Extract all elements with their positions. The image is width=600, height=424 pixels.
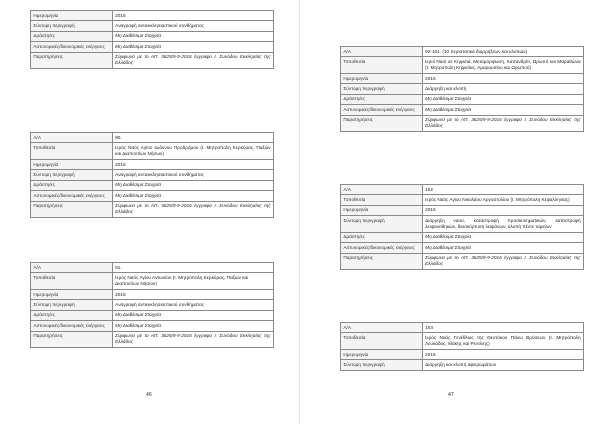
value-date: 2015 <box>112 159 273 169</box>
value-perpetrators: Μη Διαθέσιμα Στοιχεία <box>422 232 583 242</box>
row-date <box>31 159 274 169</box>
label-summary: Σύντομη περιγραφή <box>31 300 113 310</box>
value-location: Ιερός Ναός Αγίου Ιωάννου Προδρόμου (Ι. Μητρόπολη Κερκύρας, Παξών και Διαποντίων Νήσων) <box>112 143 273 160</box>
label-perpetrators: Δράστη/ες <box>341 232 423 242</box>
row-authorities <box>31 321 274 331</box>
label-aa: Α/Α <box>341 323 423 333</box>
value-remarks: Σύμφωνα με το ΑΠ. 3625/9-9-2016 έγγραφο Ι. Συνόδου Εκκλησίας της Ελλάδος <box>112 52 273 69</box>
row-location <box>341 333 584 350</box>
label-remarks: Παρατηρήσεις <box>31 331 113 348</box>
row-date <box>341 73 584 83</box>
row-aa <box>341 185 584 195</box>
row-remarks <box>341 253 584 270</box>
row-date <box>341 205 584 215</box>
row-perpetrators <box>341 232 584 242</box>
row-perpetrators <box>31 310 274 320</box>
incident-table-91 <box>30 262 274 348</box>
label-remarks: Παρατηρήσεις <box>31 201 113 218</box>
row-summary <box>31 21 274 31</box>
incident-table-103 <box>340 322 584 371</box>
row-remarks <box>31 52 274 69</box>
label-date: Ημερομηνία <box>341 349 423 359</box>
value-summary: Διάρρηξη ναού, καταστροφή προσκυνηματικών, καταστροφή λειψανοθηκών, διασκόρπιση λειψάνων, κλοπή πέντε ταμείων <box>422 216 583 233</box>
label-date: Ημερομηνία <box>341 73 423 83</box>
value-remarks: Σύμφωνα με το ΑΠ. 3625/9-9-2016 έγγραφο Ι. Συνόδου Εκκλησίας της Ελλάδος <box>112 201 273 218</box>
value-date: 2015 <box>422 205 583 215</box>
row-date <box>341 349 584 359</box>
label-remarks: Παρατηρήσεις <box>31 52 113 69</box>
label-location: Τοποθεσία <box>341 333 423 350</box>
label-authorities: Αστυνομικές/δικονομικές ενέργειες <box>31 191 113 201</box>
row-perpetrators <box>31 180 274 190</box>
value-remarks: Σύμφωνα με το ΑΠ. 3625/9-9-2016 έγγραφο Ι. Συνόδου Εκκλησίας της Ελλάδος <box>422 115 583 132</box>
value-perpetrators: Μη Διαθέσιμα Στοιχεία <box>112 31 273 41</box>
value-summary: Αναγραφή αντιεκκλησιαστικού συνθήματος <box>112 170 273 180</box>
value-location: Ιερός Ναός Αγίου Νικολάου Αργοστολίου (Ι. Μητρόπολη Κεφαλληνίας) <box>422 195 583 205</box>
value-authorities: Μη Διαθέσιμα Στοιχεία <box>112 42 273 52</box>
value-location: Ιερός Ναός Γενέθλιος της Θεοτόκου Πάνω Βρύσεων (Ι. Μητρόπολη Λευκάδος, Ιθάκης και Ρεντίνης) <box>422 333 583 350</box>
row-date <box>31 289 274 299</box>
value-remarks: Σύμφωνα με το ΑΠ. 3625/9-9-2016 έγγραφο Ι. Συνόδου Εκκλησίας της Ελλάδος <box>112 331 273 348</box>
row-location <box>341 57 584 74</box>
value-date: 2015 <box>422 349 583 359</box>
value-date: 2015 <box>112 289 273 299</box>
row-summary <box>341 84 584 94</box>
row-aa <box>341 47 584 57</box>
value-summary: Διάρρηξη και κλοπή <box>422 84 583 94</box>
value-perpetrators: Μη Διαθέσιμα Στοιχεία <box>422 94 583 104</box>
row-perpetrators <box>341 94 584 104</box>
value-remarks: Σύμφωνα με το ΑΠ. 3625/9-9-2016 έγγραφο Ι. Συνόδου Εκκλησίας της Ελλάδος <box>422 253 583 270</box>
row-aa <box>31 133 274 143</box>
row-location <box>31 143 274 160</box>
value-location: Ιεροί Ναοί σε Κηφισιά, Μεταμόρφωση, Καπανδρίτι, Ωρωπό και Μαραθώνα (Ι. Μητρόπολη Κηφισίας, Αμαρουσίου και Ωρωπού) <box>422 57 583 74</box>
row-remarks <box>31 201 274 218</box>
label-summary: Σύντομη περιγραφή <box>341 360 423 370</box>
row-authorities <box>341 105 584 115</box>
value-authorities: Μη Διαθέσιμα Στοιχεία <box>112 321 273 331</box>
label-date: Ημερομηνία <box>31 11 113 21</box>
value-authorities: Μη Διαθέσιμα Στοιχεία <box>422 243 583 253</box>
value-location: Ιερός Ναός Αγίου Αντωνίου (Ι. Μητρόπολη Κερκύρας, Παξών και Διαποντίων Νήσων) <box>112 273 273 290</box>
label-remarks: Παρατηρήσεις <box>341 253 423 270</box>
label-location: Τοποθεσία <box>341 57 423 74</box>
page-right <box>300 0 600 424</box>
label-perpetrators: Δράστη/ες <box>31 180 113 190</box>
value-perpetrators: Μη Διαθέσιμα Στοιχεία <box>112 310 273 320</box>
label-location: Τοποθεσία <box>31 273 113 290</box>
row-location <box>341 195 584 205</box>
value-aa: 92-101. (10 περιστατικά διαρρήξεων και κλοπών) <box>422 47 583 57</box>
row-date <box>31 11 274 21</box>
row-perpetrators <box>31 31 274 41</box>
value-authorities: Μη Διαθέσιμα Στοιχεία <box>112 191 273 201</box>
row-summary <box>31 170 274 180</box>
value-aa: 90. <box>112 133 273 143</box>
label-summary: Σύντομη περιγραφή <box>341 84 423 94</box>
row-remarks <box>341 115 584 132</box>
label-authorities: Αστυνομικές/δικονομικές ενέργειες <box>341 105 423 115</box>
value-perpetrators: Μη Διαθέσιμα Στοιχεία <box>112 180 273 190</box>
value-aa: 91. <box>112 263 273 273</box>
value-aa: 102 <box>422 185 583 195</box>
label-date: Ημερομηνία <box>31 289 113 299</box>
label-aa: Α/Α <box>341 185 423 195</box>
label-date: Ημερομηνία <box>341 205 423 215</box>
value-summary: Διάρρηξη και κλοπή αφιερωμάτων <box>422 360 583 370</box>
label-location: Τοποθεσία <box>31 143 113 160</box>
row-summary <box>341 360 584 370</box>
row-authorities <box>31 191 274 201</box>
label-authorities: Αστυνομικές/δικονομικές ενέργειες <box>341 243 423 253</box>
page-number: 46 <box>146 392 152 398</box>
incident-table-102 <box>340 184 584 270</box>
row-aa <box>341 323 584 333</box>
value-date: 2015 <box>422 73 583 83</box>
label-remarks: Παρατηρήσεις <box>341 115 423 132</box>
label-summary: Σύντομη περιγραφή <box>31 170 113 180</box>
label-aa: Α/Α <box>31 133 113 143</box>
label-perpetrators: Δράστη/ες <box>31 310 113 320</box>
label-aa: Α/Α <box>341 47 423 57</box>
label-date: Ημερομηνία <box>31 159 113 169</box>
row-location <box>31 273 274 290</box>
row-summary <box>31 300 274 310</box>
row-summary <box>341 216 584 233</box>
label-summary: Σύντομη περιγραφή <box>31 21 113 31</box>
label-aa: Α/Α <box>31 263 113 273</box>
value-summary: Αναγραφή αντιεκκλησιαστικού συνθήματος <box>112 21 273 31</box>
label-location: Τοποθεσία <box>341 195 423 205</box>
label-authorities: Αστυνομικές/δικονομικές ενέργειες <box>31 42 113 52</box>
label-perpetrators: Δράστη/ες <box>31 31 113 41</box>
label-summary: Σύντομη περιγραφή <box>341 216 423 233</box>
value-aa: 103 <box>422 323 583 333</box>
row-authorities <box>31 42 274 52</box>
value-date: 2015 <box>112 11 273 21</box>
label-authorities: Αστυνομικές/δικονομικές ενέργειες <box>31 321 113 331</box>
incident-table-92-101 <box>340 46 584 132</box>
value-authorities: Μη Διαθέσιμα Στοιχεία <box>422 105 583 115</box>
incident-table-90 <box>30 132 274 218</box>
row-authorities <box>341 243 584 253</box>
incident-table-89 <box>30 10 274 69</box>
row-remarks <box>31 331 274 348</box>
label-perpetrators: Δράστη/ες <box>341 94 423 104</box>
row-aa <box>31 263 274 273</box>
page-number: 47 <box>448 392 454 398</box>
value-summary: Αναγραφή αντιεκκλησιαστικού συνθήματος <box>112 300 273 310</box>
